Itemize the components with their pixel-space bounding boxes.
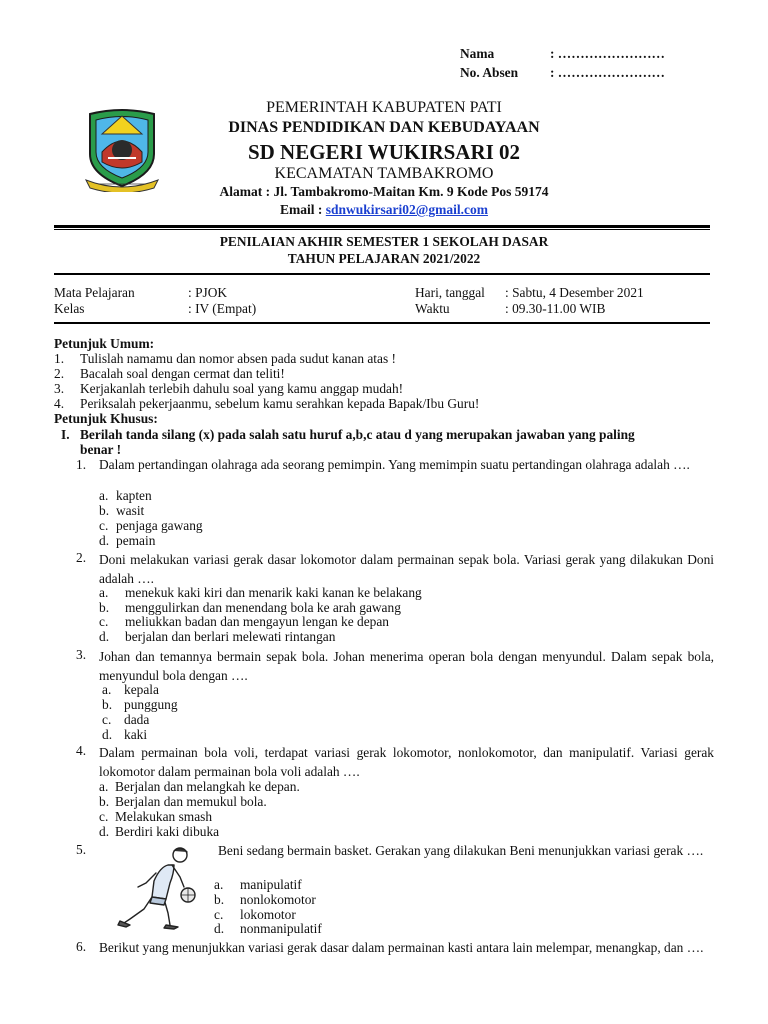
government-line: PEMERINTAH KABUPATEN PATI	[266, 99, 502, 116]
subject-value: : PJOK	[188, 285, 228, 300]
info-divider-bottom	[54, 322, 710, 324]
option-text: penjaga gawang	[116, 518, 203, 533]
option-letter: b.	[214, 892, 225, 907]
option-item[interactable]	[99, 779, 300, 794]
subject-label: Mata Pelajaran	[54, 285, 135, 300]
option-text: nonlokomotor	[240, 892, 316, 907]
option-item[interactable]	[99, 824, 219, 839]
basketball-player-illustration	[108, 843, 204, 934]
option-item[interactable]	[99, 794, 267, 809]
option-letter: b.	[99, 600, 110, 615]
name-label: Nama	[460, 46, 495, 61]
question-text: Doni melakukan variasi gerak dasar lokomotor dalam permainan sepak bola. Variasi gerak yang dilakukan Doni adalah ….	[99, 552, 714, 586]
option-text: punggung	[124, 697, 178, 712]
option-letter: d.	[102, 727, 113, 742]
school-name: SD NEGERI WUKIRSARI 02	[247, 140, 521, 164]
general-item-number: 4.	[54, 396, 65, 411]
class-label: Kelas	[54, 301, 85, 316]
option-text: pemain	[116, 533, 156, 548]
option-item[interactable]	[99, 503, 144, 518]
option-letter: b.	[99, 794, 110, 809]
department-line: DINAS PENDIDIKAN DAN KEBUDAYAAN	[228, 119, 540, 136]
option-item[interactable]	[99, 488, 152, 503]
absen-value[interactable]: : ……………………	[550, 65, 665, 80]
question-number: 5.	[76, 842, 87, 857]
time-label: Waktu	[415, 301, 450, 316]
option-text: Berjalan dan memukul bola.	[115, 794, 267, 809]
class-value: : IV (Empat)	[188, 301, 257, 316]
name-value[interactable]: : ……………………	[550, 46, 665, 61]
option-item[interactable]	[99, 518, 203, 533]
option-text: meliukkan badan dan mengayun lengan ke depan	[125, 614, 390, 629]
option-letter: c.	[214, 907, 224, 922]
question-number: 4.	[76, 743, 87, 758]
question-number: 3.	[76, 647, 87, 662]
time-value: : 09.30-11.00 WIB	[505, 301, 606, 316]
info-divider-top	[54, 273, 710, 275]
general-item-number: 2.	[54, 366, 65, 381]
date-label: Hari, tanggal	[415, 285, 485, 300]
option-item[interactable]	[102, 697, 178, 712]
general-item-number: 1.	[54, 351, 65, 366]
general-heading: Petunjuk Umum:	[54, 336, 155, 351]
option-letter: b.	[102, 697, 113, 712]
option-text: nonmanipulatif	[240, 921, 322, 936]
option-letter: d.	[99, 533, 110, 548]
option-text: kapten	[116, 488, 152, 503]
option-text: wasit	[116, 503, 145, 518]
header-divider-thick	[54, 225, 710, 228]
option-item[interactable]	[99, 585, 422, 600]
option-letter: a.	[99, 488, 109, 503]
exam-title: PENILAIAN AKHIR SEMESTER 1 SEKOLAH DASAR	[219, 234, 549, 249]
option-text: Berjalan dan melangkah ke depan.	[115, 779, 300, 794]
header-divider-thin	[54, 229, 710, 230]
option-item[interactable]	[102, 682, 159, 697]
option-text: dada	[124, 712, 150, 727]
question-text: Dalam permainan bola voli, terdapat variasi gerak lokomotor, nonlokomotor, dan manipulatif. Variasi gerak lokomotor dalam permainan bola voli adalah ….	[99, 745, 714, 779]
address-line: Alamat : Jl. Tambakromo-Maitan Km. 9 Kode Pos 59174	[219, 184, 549, 199]
option-letter: c.	[102, 712, 112, 727]
option-letter: d.	[99, 824, 110, 839]
option-item[interactable]	[214, 921, 322, 936]
option-text: menekuk kaki kiri dan menarik kaki kanan ke belakang	[125, 585, 422, 600]
email-link[interactable]: sdnwukirsari02@gmail.com	[325, 202, 488, 217]
option-letter: b.	[99, 503, 110, 518]
option-letter: c.	[99, 809, 109, 824]
option-letter: d.	[99, 629, 110, 644]
option-text: kepala	[124, 682, 159, 697]
option-letter: c.	[99, 518, 109, 533]
option-text: kaki	[124, 727, 148, 742]
option-letter: a.	[99, 779, 109, 794]
general-item-text: Bacalah soal dengan cermat dan teliti!	[80, 366, 285, 381]
question-text: Johan dan temannya bermain sepak bola. Johan menerima operan bola dengan menyundul. Dalam sepak bola, menyundul bola dengan ….	[99, 649, 714, 683]
option-item[interactable]	[102, 712, 149, 727]
question-text: Berikut yang menunjukkan variasi gerak dasar dalam permainan kasti antara lain melempar, menangkap, dan ….	[99, 940, 704, 955]
option-item[interactable]	[102, 727, 147, 742]
question-text: Dalam pertandingan olahraga ada seorang pemimpin. Yang memimpin suatu pertandingan olahraga adalah ….	[99, 457, 690, 472]
option-letter: d.	[214, 921, 225, 936]
general-item-number: 3.	[54, 381, 65, 396]
general-item-text: Periksalah pekerjaanmu, sebelum kamu serahkan kepada Bapak/Ibu Guru!	[80, 396, 480, 411]
option-text: Melakukan smash	[115, 809, 213, 824]
option-item[interactable]	[214, 892, 316, 907]
option-item[interactable]	[99, 629, 335, 644]
option-letter: a.	[99, 585, 109, 600]
general-item-text: Tulislah namamu dan nomor absen pada sudut kanan atas !	[80, 351, 396, 366]
question-number: 6.	[76, 939, 87, 954]
email-line	[0, 202, 768, 218]
general-item-text: Kerjakanlah terlebih dahulu soal yang kamu anggap mudah!	[80, 381, 404, 396]
absen-label: No. Absen	[460, 65, 519, 80]
email-label: Email :	[280, 202, 326, 217]
option-text: menggulirkan dan menendang bola ke arah gawang	[125, 600, 401, 615]
option-text: Berdiri kaki dibuka	[115, 824, 220, 839]
option-item[interactable]	[99, 614, 389, 629]
district-line: KECAMATAN TAMBAKROMO	[274, 165, 494, 182]
option-letter: a.	[214, 877, 224, 892]
question-text: Beni sedang bermain basket. Gerakan yang dilakukan Beni menunjukkan variasi gerak ….	[218, 843, 704, 858]
option-item[interactable]	[99, 809, 212, 824]
section-instruction: Berilah tanda silang (x) pada salah satu huruf a,b,c atau d yang merupakan jawaban yang paling	[80, 427, 635, 442]
section-instruction-cont: benar !	[80, 442, 122, 457]
option-text: manipulatif	[240, 877, 302, 892]
question-number: 2.	[76, 550, 87, 565]
option-item[interactable]	[99, 533, 155, 548]
option-text: lokomotor	[240, 907, 296, 922]
option-text: berjalan dan berlari melewati rintangan	[125, 629, 336, 644]
exam-year: TAHUN PELAJARAN 2021/2022	[287, 251, 481, 266]
option-letter: a.	[102, 682, 112, 697]
date-value: : Sabtu, 4 Desember 2021	[505, 285, 644, 300]
special-heading: Petunjuk Khusus:	[54, 411, 158, 426]
question-number: 1.	[76, 457, 87, 472]
section-number: I.	[61, 427, 70, 442]
option-item[interactable]	[214, 877, 302, 892]
option-letter: c.	[99, 614, 109, 629]
